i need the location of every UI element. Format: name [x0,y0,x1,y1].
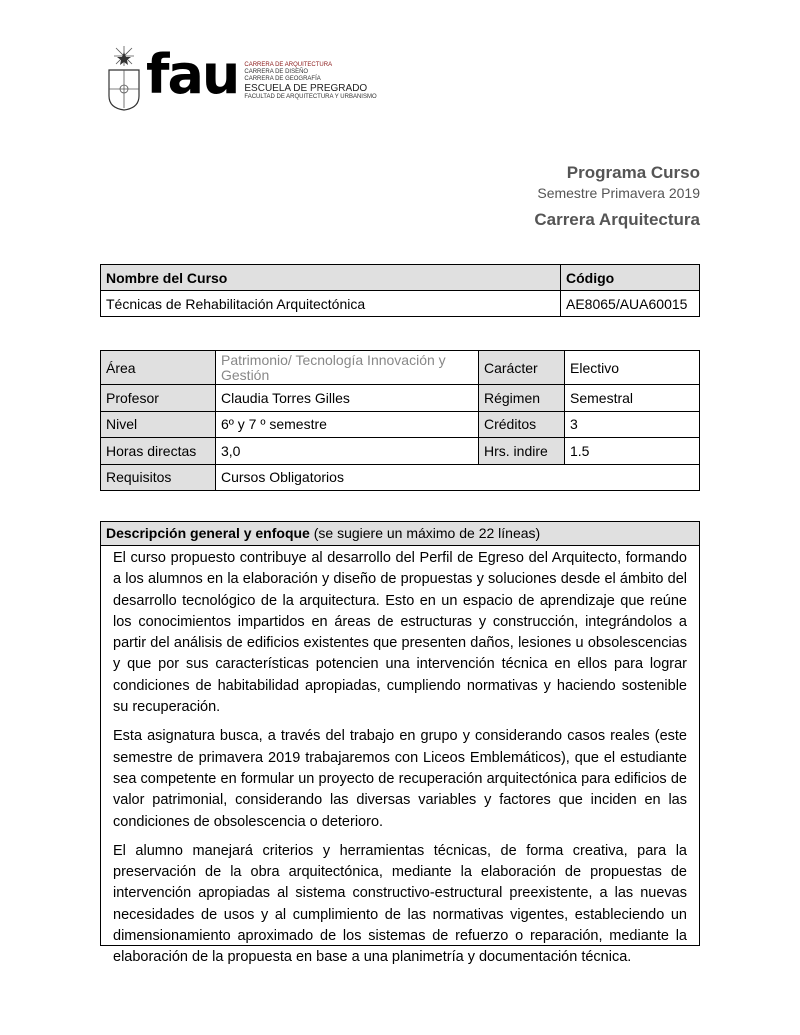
horas-value: 3,0 [216,438,479,465]
logo-line: FACULTAD DE ARQUITECTURA Y URBANISMO [244,93,377,100]
fau-logo [106,42,377,114]
fau-wordmark: fau [146,43,239,106]
logo-line: CARRERA DE ARQUITECTURA [244,61,333,68]
creditos-label: Créditos [479,411,565,438]
horas-label: Horas directas [101,438,216,465]
document-title: Programa Curso [566,163,700,182]
description-paragraph: Esta asignatura busca, a través del trabajo en grupo y considerando casos reales (este semestre de primavera 2019 trabajaremos con Liceos Emblemáticos), que el estudiante sea competente en formular un proyecto de recuperación arquitectónica para edificios de valor patrimonial, considerando las diversas variables y factores que inciden en las condiciones de obsolescencia o deterioro. [113,728,687,830]
description-body [101,546,699,969]
description-heading [101,522,699,546]
logo-text [244,62,376,101]
logo-line: CARRERA DE DISEÑO [244,68,309,75]
course-name-header: Nombre del Curso [101,265,561,291]
requisitos-value: Cursos Obligatorios [216,464,700,491]
description-heading-title: Descripción general y enfoque [106,525,310,541]
logo-line: CARRERA DE GEOGRAFÍA [244,75,321,82]
course-name: Técnicas de Rehabilitación Arquitectónica [101,291,561,317]
creditos-value: 3 [565,411,700,438]
hrs-indire-label: Hrs. indire [479,438,565,465]
nivel-label: Nivel [101,411,216,438]
university-crest-icon [106,44,142,112]
career-label: Carrera Arquitectura [534,210,700,229]
hrs-indire-value: 1.5 [565,438,700,465]
table-row [101,464,700,491]
course-code-header: Código [561,265,700,291]
description-paragraph: El alumno manejará criterios y herramientas técnicas, de forma creativa, para la preservación de la obra arquitectónica, mediante la elaboración de propuestas de intervención apropiadas al sistema constructivo-estructural preexistente, a las nuevas necesidades de usos y al cumplimiento de las normativas vigentes, estableciendo un dimensionamiento aproximado de los sistemas de refuerzo o reparación, mediante la elaboración de la propuesta en base a una planimetría y documentación técnica. [113,842,687,966]
table-row [101,291,700,317]
caracter-value: Electivo [565,351,700,385]
course-details-table [100,350,700,491]
description-paragraph: El curso propuesto contribuye al desarrollo del Perfil de Egreso del Arquitecto, formando a los alumnos en la elaboración y diseño de propuestas y soluciones desde el ámbito del desarrollo tecnológico de la arquitectura. Esto en un espacio de aprendizaje que reúne los conocimientos impartidos en áreas de estructuras y construcción, integrándolos a partir del análisis de edificios existentes que presenten daños, lesiones u obsolescencias y que por sus características potencien una intervención técnica en ellos para lograr condiciones de habitabilidad apropiadas, cumpliendo normativas y haciendo sostenible su recuperación. [113,550,687,716]
area-label: Área [101,351,216,385]
description-box [100,521,700,966]
regimen-label: Régimen [479,385,565,412]
table-header-row [101,265,700,291]
requisitos-label: Requisitos [101,464,216,491]
course-code: AE8065/AUA60015 [561,291,700,317]
caracter-label: Carácter [479,351,565,385]
logo-line: ESCUELA DE PREGRADO [244,82,368,94]
area-value: Patrimonio/ Tecnología Innovación y Gestión [216,351,479,385]
nivel-value: 6º y 7 º semestre [216,411,479,438]
semester-label: Semestre Primavera 2019 [537,185,700,201]
table-row [101,438,700,465]
table-row [101,411,700,438]
course-table [100,264,700,317]
regimen-value: Semestral [565,385,700,412]
profesor-value: Claudia Torres Gilles [216,385,479,412]
table-row [101,351,700,385]
description-heading-note: (se sugiere un máximo de 22 líneas) [309,525,541,541]
table-row [101,385,700,412]
profesor-label: Profesor [101,385,216,412]
